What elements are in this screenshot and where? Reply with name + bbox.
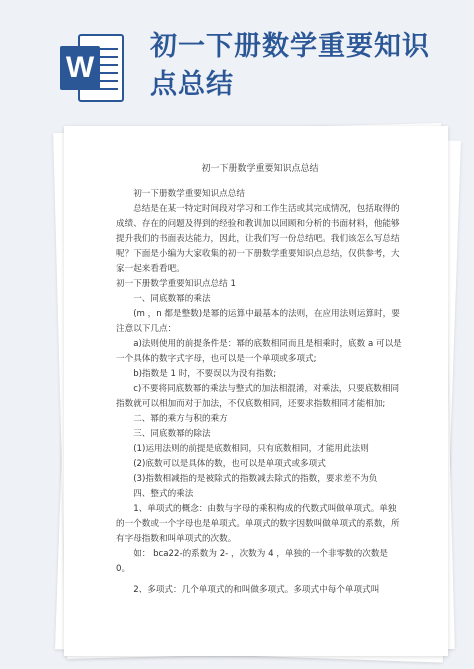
document-preview: [58, 120, 454, 660]
header: [0, 0, 474, 130]
paragraph-list: [116, 187, 404, 598]
paragraph: 如： bca22-的系数为 2- ，次数为 4 ，单独的一个非零数的次数是 0。: [116, 549, 391, 574]
word-document-icon: [60, 34, 126, 104]
paragraph: a)法则使用的前提条件是：幂的底数相同而且是相乘时，底数 a 可以是一个具体的数字式字母，也可以是一个单项或多项式;: [116, 339, 402, 364]
paragraph: (1)运用法则的前提是底数相同，只有底数相同，才能用此法则: [133, 444, 369, 454]
paragraph: b)指数是 1 时，不要误以为没有指数;: [133, 369, 277, 379]
paragraph: 总结是在某一特定时间段对学习和工作生活或其完成情况，包括取得的成绩、存在的问题及得到的经验和教训加以回顾和分析的书面材料，他能够提升我们的书面表达能力，因此，让我们写一份总结吧。我们该怎么写总结呢？下面是小编为大家收集的初一下册数学重要知识点总结，仅供参考，大家一起来看看吧。: [116, 204, 400, 274]
paragraph: 三、同底数幂的除法: [133, 429, 211, 439]
word-badge: W: [60, 46, 100, 90]
paragraph: 四、整式的乘法: [133, 489, 194, 499]
paragraph: (m ，n 都是整数)是幂的运算中最基本的法则，在应用法则运算时，要注意以下几点：: [116, 309, 400, 334]
paragraph: 二、幂的乘方与积的乘方: [133, 414, 228, 424]
document-sheet: [64, 126, 448, 656]
paragraph: (3)指数相减指的是被除式的指数减去除式的指数，要求差不为负: [133, 474, 378, 484]
paragraph: 初一下册数学重要知识点总结: [133, 189, 245, 199]
document-body: [116, 162, 404, 598]
paragraph: 初一下册数学重要知识点总结 1: [116, 279, 236, 289]
document-title: 初一下册数学重要知识点总结: [201, 164, 319, 174]
paragraph: c)不要将同底数幂的乘法与整式的加法相混淆，对乘法，只要底数相同指数就可以相加而对于加法，不仅底数相同，还要求指数相同才能相加;: [116, 384, 400, 409]
paragraph: (2)底数可以是具体的数，也可以是单项式或多项式: [133, 459, 326, 469]
paragraph: 1、单项式的概念：由数与字母的乘积构成的代数式叫做单项式。单独的一个数或一个字母也是单项式。单项式的数字因数叫做单项式的系数，所有字母指数和叫单项式的次数。: [116, 504, 400, 544]
page-title: 初一下册数学重要知识点总结: [150, 31, 430, 100]
paragraph: 2、多项式：几个单项式的和叫做多项式。多项式中每个单项式叫: [133, 585, 380, 595]
paragraph: 一、同底数幂的乘法: [133, 294, 211, 304]
